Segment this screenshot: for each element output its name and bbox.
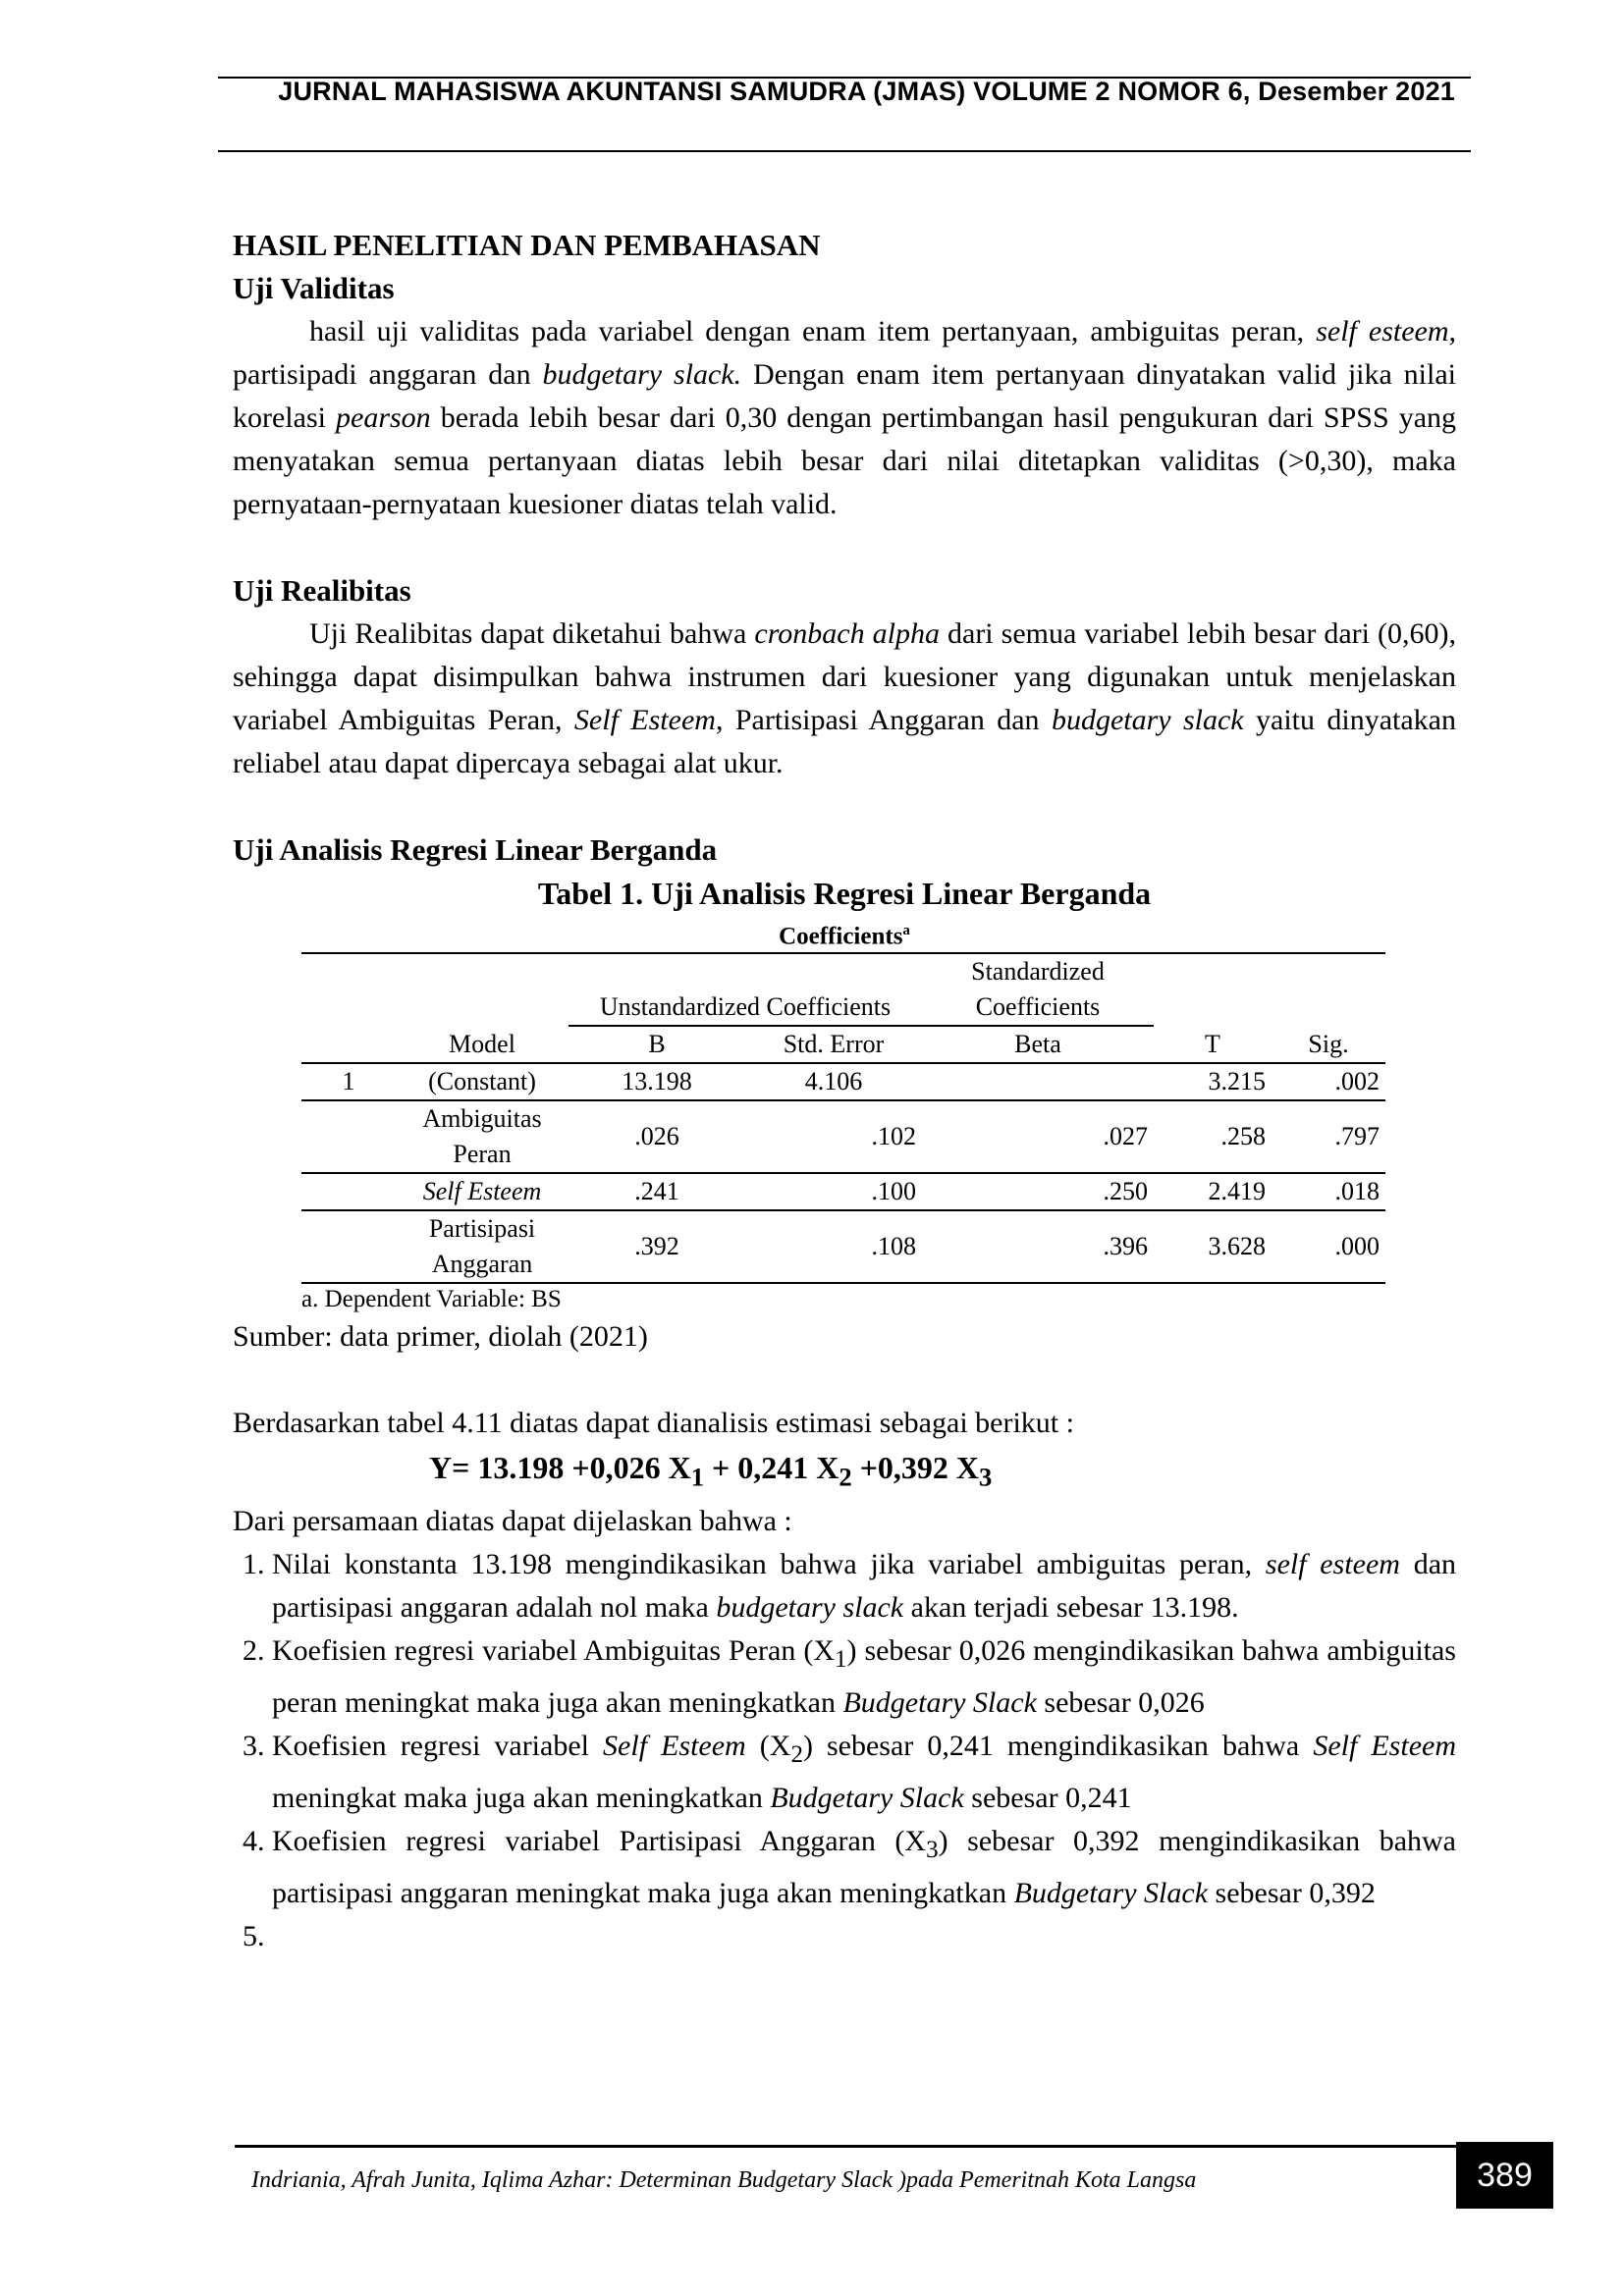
coefficients-table <box>301 952 1385 1284</box>
col-sig: Sig. <box>1308 1029 1349 1058</box>
subscript: 2 <box>839 1462 852 1492</box>
text-run-italic: Self Esteem <box>603 1729 746 1762</box>
text-run: meningkat maka juga akan meningkatkan <box>272 1781 771 1814</box>
text-run: Nilai konstanta 13.198 mengindikasikan bahwa jika variabel ambiguitas peran, <box>272 1547 1266 1580</box>
table-title: Tabel 1. Uji Analisis Regresi Linear Berganda <box>537 876 1152 911</box>
text-run: berada lebih besar dari 0,30 dengan pertimbangan hasil pengukuran dari SPSS yang menyatakan semua pertanyaan diatas lebih besar dari nilai ditetapkan validitas (>0,30), maka pernyataan-pernyataan kuesioner diatas telah valid. <box>233 401 1457 520</box>
text-run-italic: Budgetary Slack <box>770 1781 964 1814</box>
superscript: a <box>902 923 910 938</box>
table-header-row <box>301 1026 1385 1063</box>
list-item <box>272 1543 1456 1629</box>
cell-t: 3.628 <box>1208 1232 1266 1261</box>
text-run: Koefisien regresi variabel Ambiguitas Peran (X <box>272 1633 835 1667</box>
text-run-italic: budgetary slack. <box>542 358 742 391</box>
table-header-row <box>301 989 1385 1026</box>
text-run: sebesar 0,241 <box>963 1781 1132 1814</box>
cell-se: 4.106 <box>804 1067 863 1096</box>
section-title: HASIL PENELITIAN DAN PEMBAHASAN <box>233 228 821 262</box>
page-content <box>233 224 1456 1958</box>
text-run: Partisipasi <box>428 1214 536 1244</box>
text-run-italic: Budgetary Slack <box>842 1685 1037 1719</box>
col-std-l2: Coefficients <box>922 989 1154 1026</box>
cell-se: .100 <box>871 1177 916 1206</box>
text-run-italic: budgetary slack <box>716 1590 904 1624</box>
cell-beta: .396 <box>1103 1232 1148 1261</box>
list-item <box>272 1820 1456 1915</box>
table-row <box>301 1210 1385 1283</box>
text-run: Ambiguitas <box>422 1104 542 1134</box>
text-run: Coefficients <box>779 923 903 950</box>
text-run-italic: cronbach alpha <box>754 617 940 650</box>
row-name: (Constant) <box>428 1067 536 1096</box>
cell-t: 3.215 <box>1208 1067 1266 1096</box>
reliability-paragraph <box>233 613 1456 785</box>
reliability-heading: Uji Realibitas <box>233 573 411 608</box>
col-std-l1: Standardized <box>971 957 1105 987</box>
text-run: yaitu dinyatakan reliabel atau dapat dipercaya sebagai alat ukur. <box>233 704 1456 779</box>
row-name <box>396 1173 568 1210</box>
row-name <box>396 1210 568 1283</box>
table-row <box>301 1100 1385 1173</box>
text-run: sebesar 0,026 <box>1036 1685 1205 1719</box>
table-row <box>301 1063 1385 1100</box>
cell-beta: .027 <box>1103 1122 1148 1151</box>
text-run-italic: self esteem <box>1316 315 1449 347</box>
table-row <box>301 1173 1385 1210</box>
subscript: 2 <box>790 1740 803 1768</box>
cell-se: .108 <box>871 1232 916 1261</box>
text-run: Anggaran <box>431 1250 533 1279</box>
text-run: + 0,241 X <box>704 1450 839 1486</box>
text-run: , Partisipasi Anggaran dan <box>715 704 1052 736</box>
journal-header: JURNAL MAHASISWA AKUNTANSI SAMUDRA (JMAS) VOLUME 2 NOMOR 6, Desember 2021 <box>278 77 1455 106</box>
text-run: ) sebesar 0,241 mengindikasikan bahwa <box>802 1729 1314 1762</box>
text-run: dari semua variabel lebih besar dari (0,60), sehingga dapat disimpulkan bahwa instrumen dari kuesioner yang digunakan untuk menjelaskan variabel Ambiguitas Peran, <box>233 617 1457 736</box>
row-name <box>396 1100 568 1173</box>
subscript: 1 <box>834 1645 847 1673</box>
analysis-lead: Dari persamaan diatas dapat dijelaskan bahwa : <box>233 1504 792 1537</box>
header-rule-bottom <box>218 150 1471 152</box>
text-run-italic: Self Esteem <box>573 704 716 736</box>
text-run: Koefisien regresi variabel <box>272 1729 604 1762</box>
table-header-row <box>301 953 1385 989</box>
model-number: 1 <box>342 1067 355 1096</box>
text-run: Dengan enam item pertanyaan dinyatakan valid jika nilai korelasi <box>233 358 1457 434</box>
col-unstandardized: Unstandardized Coefficients <box>568 989 922 1026</box>
regression-equation <box>429 1445 1456 1499</box>
cell-sig: .018 <box>1334 1177 1380 1206</box>
text-run: hasil uji validitas pada variabel dengan enam item pertanyaan, ambiguitas peran, <box>309 315 1317 347</box>
footer-rule <box>235 2145 1457 2148</box>
col-beta: Beta <box>1014 1030 1061 1059</box>
subscript: 3 <box>979 1462 993 1492</box>
cell-b: .241 <box>634 1177 679 1206</box>
cell-beta <box>922 1063 1154 1100</box>
col-b: B <box>648 1030 666 1059</box>
cell-t: .258 <box>1220 1122 1266 1151</box>
text-run: dan partisipasi anggaran adalah nol maka <box>272 1547 1457 1624</box>
cell-b: .026 <box>634 1122 679 1151</box>
list-item <box>272 1629 1456 1725</box>
text-run: Koefisien regresi variabel Partisipasi Anggaran (X <box>272 1824 927 1857</box>
list-item <box>272 1725 1456 1820</box>
subscript: 3 <box>926 1836 939 1863</box>
text-run: Y= 13.198 +0,026 X <box>429 1450 691 1486</box>
cell-se: .102 <box>871 1122 916 1151</box>
text-run-italic: Self Esteem <box>1313 1729 1456 1762</box>
footer-authors: Indriania, Afrah Junita, Iqlima Azhar: Determinan Budgetary Slack )pada Pemeritnah Kota Langsa <box>251 2167 1197 2193</box>
text-run-italic: pearson <box>336 401 431 434</box>
text-run: , partisipadi anggaran dan <box>233 315 1457 391</box>
text-run-italic: Budgetary Slack <box>1013 1876 1209 1909</box>
text-run: (X <box>745 1729 791 1762</box>
text-run: +0,392 X <box>851 1450 980 1486</box>
cell-sig: .000 <box>1334 1232 1380 1261</box>
cell-beta: .250 <box>1103 1177 1148 1206</box>
text-run: ) sebesar 0,392 mengindikasikan bahwa partisipasi anggaran meningkat maka juga akan meningkatkan <box>272 1824 1456 1909</box>
source-note: Sumber: data primer, diolah (2021) <box>233 1320 648 1354</box>
table-footnote: a. Dependent Variable: BS <box>301 1286 562 1313</box>
cell-t: 2.419 <box>1208 1177 1266 1206</box>
validity-heading: Uji Validitas <box>233 271 395 305</box>
cell-sig: .797 <box>1334 1122 1380 1151</box>
text-run: sebesar 0,392 <box>1208 1876 1376 1909</box>
col-model: Model <box>449 1029 515 1058</box>
text-run: akan terjadi sebesar 13.198. <box>903 1590 1239 1624</box>
text-run: ) sebesar 0,026 mengindikasikan bahwa ambiguitas peran meningkat maka juga akan meningkatkan <box>272 1633 1456 1719</box>
analysis-intro: Berdasarkan tabel 4.11 diatas dapat dianalisis estimasi sebagai berikut : <box>233 1407 1074 1440</box>
text-run-italic: self esteem <box>1265 1547 1400 1580</box>
col-std-error: Std. Error <box>783 1030 885 1059</box>
col-t: T <box>1205 1029 1220 1058</box>
text-run-italic: budgetary slack <box>1051 704 1244 736</box>
text-run-italic: Self Esteem <box>422 1177 542 1206</box>
cell-b: 13.198 <box>622 1067 692 1096</box>
table-subtitle <box>233 915 1456 952</box>
cell-b: .392 <box>634 1232 679 1261</box>
list-item <box>272 1915 1456 1958</box>
interpretation-list <box>233 1543 1456 1958</box>
page-number: 389 <box>1456 2142 1553 2209</box>
text-run: Peran <box>453 1140 512 1169</box>
validity-paragraph <box>233 310 1456 526</box>
text-run: Uji Realibitas dapat diketahui bahwa <box>309 617 755 650</box>
subscript: 1 <box>690 1462 705 1492</box>
cell-sig: .002 <box>1334 1067 1380 1096</box>
regression-heading: Uji Analisis Regresi Linear Berganda <box>233 832 718 867</box>
